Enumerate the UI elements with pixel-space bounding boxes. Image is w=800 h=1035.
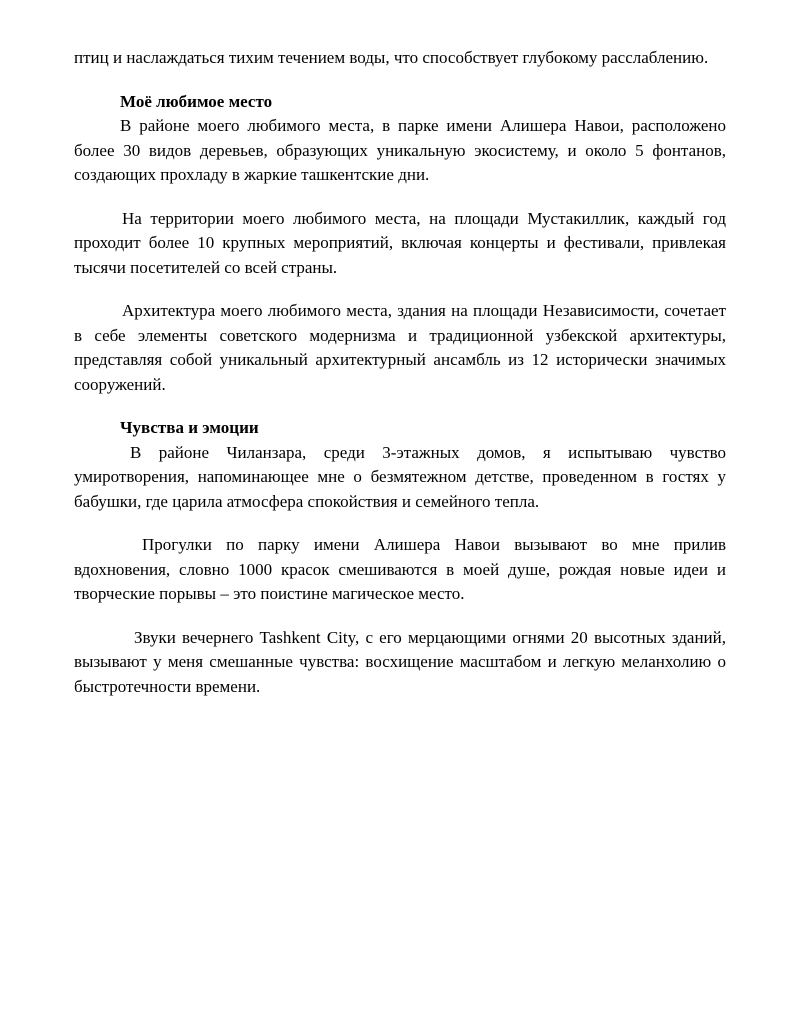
paragraph-tashkent-city: Звуки вечернего Tashkent City, с его мерцающими огнями 20 высотных зданий, вызывают у меня смешанные чувства: восхищение масштабом и легкую меланхолию о быстротечности времени. (74, 627, 726, 696)
paragraph-parks-and-fountains: В районе моего любимого места, в парке имени Алишера Навои, расположено более 30 видов деревьев, образующих уникальную экосистему, и около 5 фонтанов, создающих прохладу в жаркие ташкентские дни. (74, 116, 726, 184)
paragraph-mustakillik-events: На территории моего любимого места, на площади Мустакиллик, каждый год проходит более 10 крупных мероприятий, включая концерты и фестивали, привлекая тысячи посетителей со всей страны. (74, 208, 726, 277)
paragraph-architecture: Архитектура моего любимого места, здания на площади Независимости, сочетает в себе элементы советского модернизма и традиционной узбекской архитектуры, представляя собой уникальный архитектурный ансамбль из 12 исторически значимых сооружений. (74, 301, 726, 394)
paragraph-park-inspiration: Прогулки по парку имени Алишера Навои вызывают во мне прилив вдохновения, словно 1000 красок смешиваются в моей душе, рождая новые идеи и творческие порывы – это поистине магическое место. (74, 535, 726, 603)
section-heading-feelings: Чувства и эмоции (120, 418, 259, 437)
section-heading-favorite-place: Моё любимое место (120, 91, 273, 111)
paragraph-spacer (74, 397, 726, 416)
paragraph-chilanzar-memories: В районе Чиланзара, среди 3-этажных домов, я испытываю чувство умиротворения, напоминающее мне о безмятежном детстве, проведенном в гостях у бабушки, где царила атмосфера спокойствия и семейного тепла. (74, 442, 726, 511)
document-body (74, 46, 726, 699)
paragraph-spacer (74, 71, 726, 90)
paragraph-spacer (74, 514, 726, 533)
paragraph-spacer (74, 188, 726, 207)
paragraph-spacer (74, 280, 726, 299)
paragraph-spacer (74, 607, 726, 626)
intro-paragraph-tail: птиц и наслаждаться тихим течением воды, что способствует глубокому расслаблению. (74, 48, 709, 67)
